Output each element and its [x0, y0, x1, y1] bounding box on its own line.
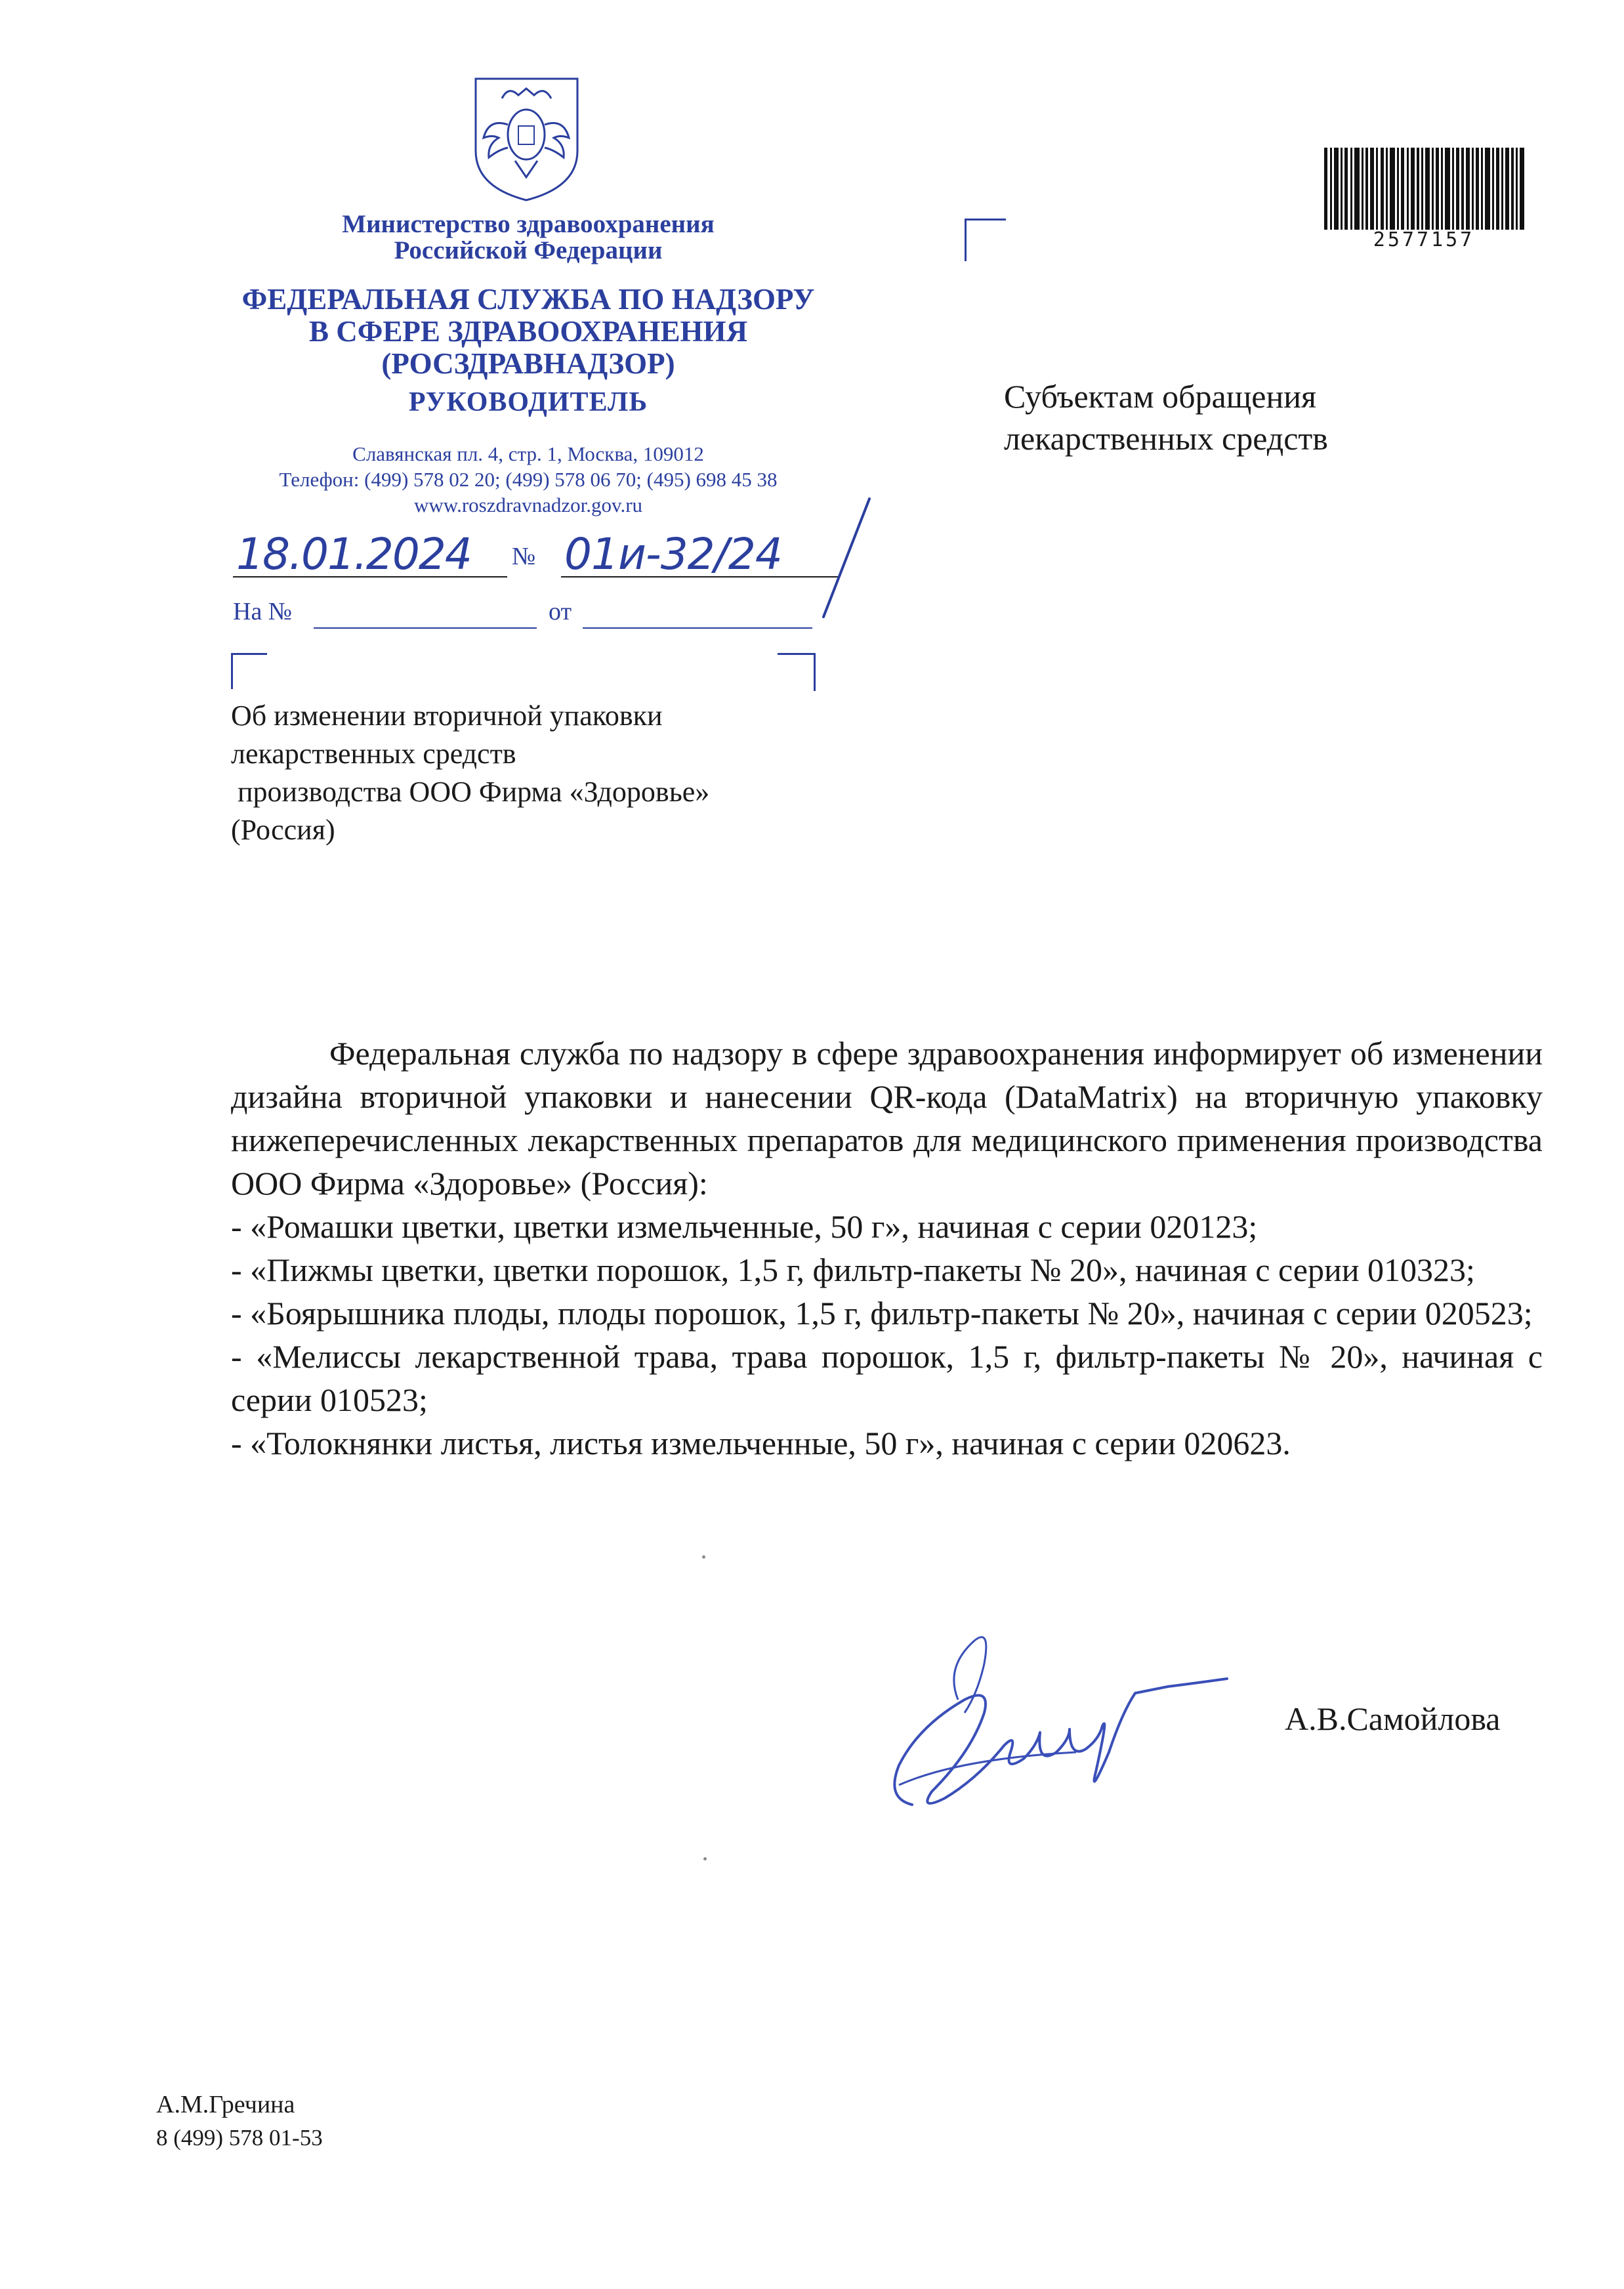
- handwritten-signature-icon: [860, 1601, 1240, 1818]
- bracket-right: [778, 653, 816, 691]
- barcode-number: 2577157: [1373, 228, 1475, 251]
- coat-of-arms-icon: [469, 72, 584, 203]
- date-underline: [233, 576, 507, 578]
- contacts: [197, 441, 860, 518]
- registration-number: 01и-32/24: [564, 529, 782, 579]
- body-intro: Федеральная служба по надзору в сфере здравоохранения информирует об изменении дизайна вторичной упаковки и нанесении QR-кода (DataMatrix) на вторичную упаковку нижеперечисленных лекарственных препаратов для медицинского применения производства ООО Фирма «Здоровье» (Россия):: [231, 1035, 1543, 1202]
- number-underline: [561, 576, 840, 578]
- addressee: Субъектам обращения лекарственных средств: [1004, 378, 1328, 457]
- barcode-icon: [1324, 148, 1524, 230]
- letter-subject: Об изменении вторичной упаковки лекарственных средств производства ООО Фирма «Здоровье» (Россия): [231, 700, 710, 846]
- service-name: ФЕДЕРАЛЬНАЯ СЛУЖБА ПО НАДЗОРУ В СФЕРЕ ЗДРАВООХРАНЕНИЯ (РОСЗДРАВНАДЗОР): [241, 283, 815, 380]
- addressee-bracket: [965, 219, 1006, 261]
- head-title: РУКОВОДИТЕЛЬ: [408, 387, 648, 417]
- executor-phone: 8 (499) 578 01-53: [156, 2125, 323, 2151]
- slash-stroke-icon: [817, 495, 876, 620]
- scan-speck: [702, 1555, 705, 1559]
- bracket-left-top: [231, 653, 267, 655]
- ref-number-label: На №: [233, 598, 293, 625]
- list-item: - «Мелиссы лекарственной трава, трава порошок, 1,5 г, фильтр-пакеты № 20», начиная с серии 010523;: [231, 1338, 1543, 1418]
- scan-speck: [703, 1857, 707, 1860]
- list-item: - «Пижмы цветки, цветки порошок, 1,5 г, фильтр-пакеты № 20», начиная с серии 010323;: [231, 1251, 1475, 1288]
- ministry-name: Министерство здравоохранения Российской Федерации: [342, 210, 715, 264]
- executor-name: А.М.Гречина: [156, 2091, 295, 2118]
- list-item: - «Ромашки цветки, цветки измельченные, 50 г», начиная с серии 020123;: [231, 1208, 1258, 1245]
- ref-date-line: [583, 627, 812, 629]
- signer-name: А.В.Самойлова: [1285, 1700, 1501, 1737]
- number-label: №: [512, 543, 536, 570]
- address: Славянская пл. 4, стр. 1, Москва, 109012: [352, 442, 704, 465]
- registration-date: 18.01.2024: [236, 529, 471, 579]
- website-link: www.roszdravnadzor.gov.ru: [413, 494, 643, 516]
- ref-number-line: [314, 627, 537, 629]
- phone: Телефон: (499) 578 02 20; (499) 578 06 70; (495) 698 45 38: [279, 468, 778, 491]
- bracket-left: [231, 653, 233, 689]
- ref-from-label: от: [549, 598, 572, 625]
- list-item: - «Толокнянки листья, листья измельченные, 50 г», начиная с серии 020623.: [231, 1425, 1291, 1461]
- list-item: - «Боярышника плоды, плоды порошок, 1,5 г, фильтр-пакеты № 20», начиная с серии 020523;: [231, 1295, 1533, 1332]
- letter-body: [231, 1032, 1543, 1465]
